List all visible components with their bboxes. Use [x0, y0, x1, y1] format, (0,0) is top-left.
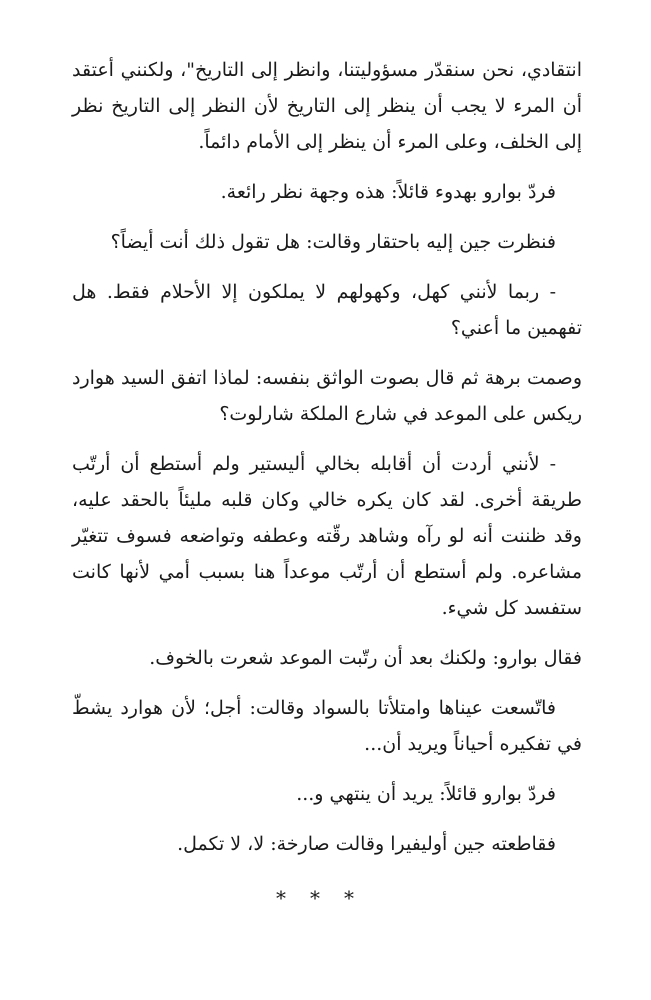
paragraph-5: وصمت برهة ثم قال بصوت الواثق بنفسه: لماذا اتفق السيد هوارد ريكس على الموعد في شارع الملكة شارلوت؟ — [72, 367, 582, 425]
paragraph-6: - لأنني أردت أن أقابله بخالي أليستير ولم أستطع أن أرتّب طريقة أخرى. لقد كان يكره خالي وكان قلبه مليئاً بالحقد عليه، وقد ظننت أنه لو رآه وشاهد رقّته وعطفه وتواضعه فسوف تتغيّر مشاعره. ولم أستطع أن أرتّب موعداً هنا بسبب أمي لأنها كانت ستفسد كل شيء. — [72, 453, 582, 619]
paragraph-2: فردّ بوارو بهدوء قائلاً: هذه وجهة نظر رائعة. — [220, 181, 556, 203]
paragraph-8: فاتّسعت عيناها وامتلأتا بالسواد وقالت: أجل؛ لأن هوارد يشطّ في تفكيره أحياناً ويريد أن... — [72, 697, 582, 755]
paragraph-9: فردّ بوارو قائلاً: يريد أن ينتهي و... — [296, 783, 556, 805]
paragraph-4: - ربما لأنني كهل، وكهولهم لا يملكون إلا الأحلام فقط. هل تفهمين ما أعني؟ — [72, 281, 582, 339]
paragraph-7: فقال بوارو: ولكنك بعد أن رتّبت الموعد شعرت بالخوف. — [149, 647, 582, 669]
paragraph-1: انتقادي، نحن سنقدّر مسؤوليتنا، وانظر إلى التاريخ"، ولكنني أعتقد أن المرء لا يجب أن ينظر إلى التاريخ لأن النظر إلى التاريخ نظر إلى الخلف، وعلى المرء أن ينظر إلى الأمام دائماً. — [72, 59, 582, 153]
paragraph-10: فقاطعته جين أوليفيرا وقالت صارخة: لا، لا تكمل. — [177, 833, 556, 855]
paragraph-3: فنظرت جين إليه باحتقار وقالت: هل تقول ذلك أنت أيضاً؟ — [110, 231, 556, 253]
book-page — [72, 52, 582, 916]
section-separator: *** — [276, 886, 378, 910]
